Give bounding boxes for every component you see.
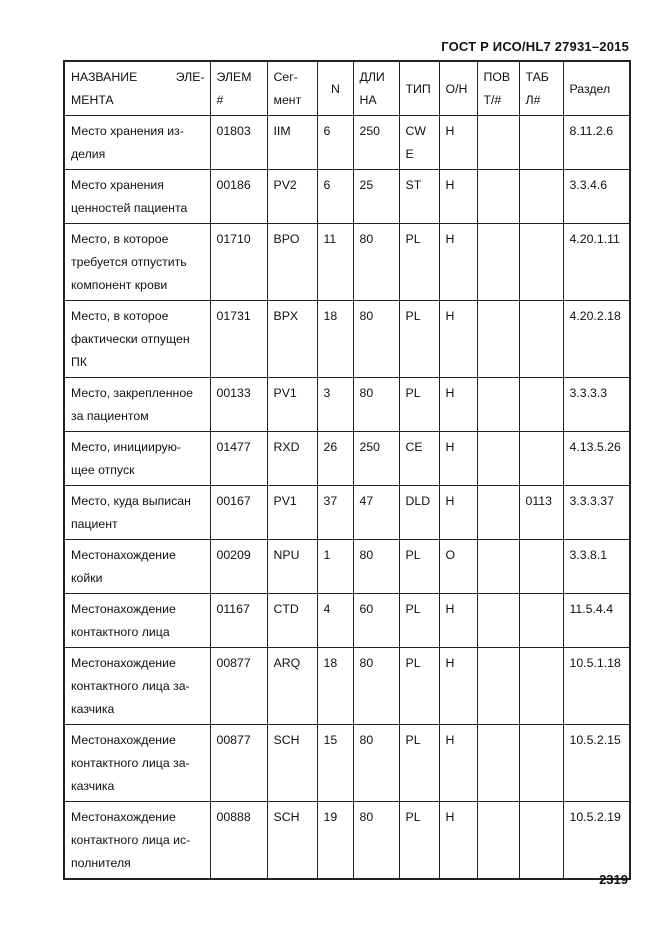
- cell-element-number: 01167: [210, 594, 267, 648]
- cell-optionality: Н: [439, 802, 477, 880]
- cell-n: 26: [317, 432, 353, 486]
- cell-segment: PV1: [267, 486, 317, 540]
- cell-n: 4: [317, 594, 353, 648]
- cell-segment: BPO: [267, 224, 317, 301]
- cell-length: 80: [353, 224, 399, 301]
- table-row: [64, 594, 630, 648]
- cell-section: 4.13.5.26: [563, 432, 630, 486]
- cell-section: 8.11.2.6: [563, 116, 630, 170]
- cell-segment: SCH: [267, 725, 317, 802]
- cell-length: 80: [353, 378, 399, 432]
- cell-repeat: [477, 725, 519, 802]
- cell-name: Место, в которое требуется отпустить компонент крови: [64, 224, 210, 301]
- cell-optionality: Н: [439, 116, 477, 170]
- cell-length: 80: [353, 802, 399, 880]
- table-row: [64, 432, 630, 486]
- cell-segment: CTD: [267, 594, 317, 648]
- cell-type: CWE: [399, 116, 439, 170]
- cell-repeat: [477, 594, 519, 648]
- cell-name: Место, в которое фактически отпущен ПК: [64, 301, 210, 378]
- cell-type: PL: [399, 802, 439, 880]
- cell-table-number: [519, 224, 563, 301]
- cell-segment: SCH: [267, 802, 317, 880]
- cell-section: 4.20.2.18: [563, 301, 630, 378]
- cell-length: 80: [353, 540, 399, 594]
- cell-type: ST: [399, 170, 439, 224]
- cell-n: 3: [317, 378, 353, 432]
- cell-section: 10.5.2.15: [563, 725, 630, 802]
- data-element-table: [63, 60, 631, 880]
- column-header-segment: Сег-мент: [267, 61, 317, 116]
- cell-n: 1: [317, 540, 353, 594]
- cell-section: 3.3.8.1: [563, 540, 630, 594]
- cell-n: 6: [317, 170, 353, 224]
- cell-segment: PV2: [267, 170, 317, 224]
- cell-element-number: 01710: [210, 224, 267, 301]
- cell-repeat: [477, 116, 519, 170]
- cell-segment: PV1: [267, 378, 317, 432]
- cell-section: 3.3.4.6: [563, 170, 630, 224]
- cell-table-number: [519, 301, 563, 378]
- cell-length: 250: [353, 432, 399, 486]
- column-header-name: НАЗВАНИЕ ЭЛЕ-МЕНТА: [64, 61, 210, 116]
- cell-element-number: 00186: [210, 170, 267, 224]
- cell-n: 18: [317, 301, 353, 378]
- cell-element-number: 01731: [210, 301, 267, 378]
- cell-length: 47: [353, 486, 399, 540]
- table-row: [64, 170, 630, 224]
- cell-table-number: [519, 540, 563, 594]
- cell-table-number: [519, 725, 563, 802]
- cell-section: 11.5.4.4: [563, 594, 630, 648]
- column-header-repeat: ПОВ Т/#: [477, 61, 519, 116]
- cell-section: 10.5.1.18: [563, 648, 630, 725]
- cell-name: Место, куда выписан пациент: [64, 486, 210, 540]
- column-header-table-number: ТАБ Л#: [519, 61, 563, 116]
- table-row: [64, 301, 630, 378]
- column-header-element-number: ЭЛЕМ #: [210, 61, 267, 116]
- cell-n: 37: [317, 486, 353, 540]
- table-row: [64, 378, 630, 432]
- cell-length: 80: [353, 725, 399, 802]
- cell-name: Место, инициирую-щее отпуск: [64, 432, 210, 486]
- cell-optionality: Н: [439, 486, 477, 540]
- cell-optionality: Н: [439, 594, 477, 648]
- cell-table-number: [519, 432, 563, 486]
- cell-element-number: 00133: [210, 378, 267, 432]
- cell-table-number: [519, 116, 563, 170]
- page-number: 2319: [599, 872, 628, 887]
- cell-section: 10.5.2.19: [563, 802, 630, 880]
- cell-repeat: [477, 648, 519, 725]
- column-header-type: ТИП: [399, 61, 439, 116]
- cell-segment: BPX: [267, 301, 317, 378]
- table-body: [64, 116, 630, 880]
- cell-repeat: [477, 378, 519, 432]
- cell-type: PL: [399, 224, 439, 301]
- cell-optionality: Н: [439, 224, 477, 301]
- cell-element-number: 00167: [210, 486, 267, 540]
- table-row: [64, 725, 630, 802]
- cell-repeat: [477, 540, 519, 594]
- cell-segment: NPU: [267, 540, 317, 594]
- cell-length: 25: [353, 170, 399, 224]
- column-header-optionality: О/Н: [439, 61, 477, 116]
- cell-optionality: Н: [439, 432, 477, 486]
- cell-name: Местонахождение контактного лица за-казчика: [64, 648, 210, 725]
- table-row: [64, 486, 630, 540]
- cell-table-number: [519, 648, 563, 725]
- document-code: ГОСТ Р ИСО/HL7 27931–2015: [441, 39, 629, 54]
- cell-section: 3.3.3.3: [563, 378, 630, 432]
- cell-n: 6: [317, 116, 353, 170]
- cell-name: Местонахождение контактного лица за-казчика: [64, 725, 210, 802]
- table-row: [64, 116, 630, 170]
- table-header-row: [64, 61, 630, 116]
- table-row: [64, 224, 630, 301]
- cell-element-number: 00877: [210, 648, 267, 725]
- cell-optionality: Н: [439, 170, 477, 224]
- cell-name: Место хранения ценностей пациента: [64, 170, 210, 224]
- cell-element-number: 00888: [210, 802, 267, 880]
- column-header-length: ДЛИ НА: [353, 61, 399, 116]
- cell-name: Местонахождение контактного лица: [64, 594, 210, 648]
- cell-table-number: [519, 594, 563, 648]
- table-row: [64, 540, 630, 594]
- cell-n: 19: [317, 802, 353, 880]
- cell-type: DLD: [399, 486, 439, 540]
- cell-repeat: [477, 802, 519, 880]
- cell-length: 80: [353, 648, 399, 725]
- cell-n: 18: [317, 648, 353, 725]
- cell-n: 11: [317, 224, 353, 301]
- cell-table-number: 0113: [519, 486, 563, 540]
- cell-type: PL: [399, 725, 439, 802]
- cell-length: 250: [353, 116, 399, 170]
- cell-type: PL: [399, 540, 439, 594]
- cell-length: 80: [353, 301, 399, 378]
- cell-name: Местонахождение контактного лица ис-полнителя: [64, 802, 210, 880]
- cell-table-number: [519, 802, 563, 880]
- cell-type: CE: [399, 432, 439, 486]
- cell-length: 60: [353, 594, 399, 648]
- cell-optionality: Н: [439, 648, 477, 725]
- cell-type: PL: [399, 301, 439, 378]
- cell-element-number: 00209: [210, 540, 267, 594]
- cell-section: 3.3.3.37: [563, 486, 630, 540]
- column-header-n: N: [317, 61, 353, 116]
- cell-repeat: [477, 224, 519, 301]
- cell-section: 4.20.1.11: [563, 224, 630, 301]
- cell-name: Местонахождение койки: [64, 540, 210, 594]
- cell-segment: IIM: [267, 116, 317, 170]
- cell-n: 15: [317, 725, 353, 802]
- column-header-section: Раздел: [563, 61, 630, 116]
- cell-repeat: [477, 301, 519, 378]
- cell-repeat: [477, 170, 519, 224]
- cell-repeat: [477, 486, 519, 540]
- cell-segment: RXD: [267, 432, 317, 486]
- cell-element-number: 00877: [210, 725, 267, 802]
- cell-optionality: О: [439, 540, 477, 594]
- cell-repeat: [477, 432, 519, 486]
- cell-optionality: Н: [439, 378, 477, 432]
- cell-segment: ARQ: [267, 648, 317, 725]
- cell-table-number: [519, 378, 563, 432]
- cell-optionality: Н: [439, 301, 477, 378]
- table-row: [64, 802, 630, 880]
- cell-element-number: 01803: [210, 116, 267, 170]
- cell-type: PL: [399, 648, 439, 725]
- cell-optionality: Н: [439, 725, 477, 802]
- cell-type: PL: [399, 594, 439, 648]
- table-row: [64, 648, 630, 725]
- cell-table-number: [519, 170, 563, 224]
- cell-name: Место, закрепленное за пациентом: [64, 378, 210, 432]
- cell-type: PL: [399, 378, 439, 432]
- cell-name: Место хранения из-делия: [64, 116, 210, 170]
- cell-element-number: 01477: [210, 432, 267, 486]
